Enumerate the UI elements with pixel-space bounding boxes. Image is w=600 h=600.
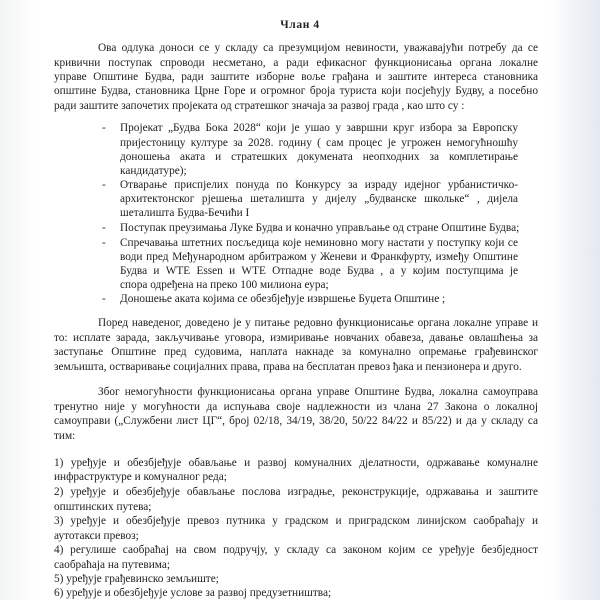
bullet-line: кандидатуре);	[120, 165, 187, 177]
numbered-line: 3) уређује и обезбјеђује превоз путника у градском и приградском линијском саобраћају и	[54, 515, 538, 527]
bullet-marker: -	[102, 293, 106, 305]
bullet-marker: -	[102, 222, 106, 234]
bullet-line: пријестоницу културе за 2028. годину ( сам процес је угрожен немогућношћу	[120, 137, 518, 149]
bullet-line: доношења аката и стратешких докумената неопходних за комплетирање	[120, 151, 518, 163]
numbered-line: 2) уређује и обезбјеђује обављање послова изградње, реконструкције, одржавања и заштите	[54, 486, 538, 498]
bullet-line: Поступак преузимања Луке Будва и коначно управљање од стране Општине Будва;	[120, 222, 520, 234]
numbered-line: 5) уређује грађевинско земљиште;	[54, 573, 219, 585]
paragraph-line: тренутно није у могућности да испуњава своје надлежности из члана 27 Закона о локалној	[54, 401, 538, 413]
bullet-marker: -	[102, 122, 106, 134]
bullet-line: Пројекат „Будва Бока 2028“ који је ушао у завршни круг избора за Европску	[120, 122, 518, 134]
numbered-line: аутотакси превоз;	[54, 530, 139, 542]
bullet-line: шеталишта Будва-Бечићи I	[120, 207, 250, 219]
bullet-line: Доношење аката којима се обезбјеђује извршење Буџета Општине ;	[120, 293, 446, 305]
paragraph-line: тим:	[54, 430, 76, 442]
paragraph-line: самоуправи („Службени лист ЦГ“, број 02/18, 34/19, 38/20, 50/22 84/22 и 85/22) и да у складу са	[54, 415, 538, 427]
paragraph-line: заступање Општине пред судовима, наплата накнаде за комунално опремање грађевинског	[54, 346, 538, 358]
paragraph-line: Поред наведеног, доведено је у питање редовно функционисање органа локалне управе и	[98, 317, 538, 329]
bullet-line: Спречавања штетних посљедица које неминовно могу настати у поступку који се	[120, 237, 518, 249]
paragraph-line: Ова одлука доноси се у складу са презумцијом невиности, уважавајући потребу да се	[98, 42, 538, 54]
article-title: Члан 4	[280, 19, 320, 31]
numbered-line: инфраструктуре и комуналног реда;	[54, 471, 227, 483]
bullet-line: Отварање приспјелих понуда по Конкурсу за израду идејног урбанистичко-	[120, 179, 518, 191]
paragraph-line: Због немогућности функционисања органа управе Општине Будва, локална самоуправа	[98, 386, 538, 398]
paragraph-line: општине Будва, становника Црне Горе и огромног броја туриста који посјећују Будву, а посебно	[54, 85, 538, 97]
paragraph-line: управе Општине Будва, ради заштите изборне воље грађана и заштите интереса становника	[54, 71, 538, 83]
numbered-line: 6) уређује и обезбјеђује услове за развој предузетништва;	[54, 587, 332, 599]
bullet-line: Будва и WTE Essen и WTE Отпадне воде Будва , а у којим поступцима је	[120, 265, 518, 277]
paragraph-line: кривични поступак спроводи несметано, а ради ефикасног функционисања органа локалне	[54, 57, 538, 69]
numbered-line: 1) уређује и обезбјеђује обављање и развој комуналних дјелатности, одржавање комуналне	[54, 457, 538, 469]
bullet-line: архитектонског рјешења шеталишта у дијелу „будванске школьке“ , дијела	[120, 193, 518, 205]
numbered-line: општинских путева;	[54, 501, 152, 513]
numbered-line: 4) регулише саобраћај на свом подручју, у складу са законом којим се уређује безбједност	[54, 544, 538, 556]
bullet-line: води пред Међународном арбитражом у Женеви и Франкфурту, између Општине	[120, 251, 518, 263]
paragraph-line: земљишта, остваривање социјалних права, права на бесплатан превоз ђака и пензионера и друго.	[54, 361, 522, 373]
paragraph-line: ради заштите започетих пројеката од стратешког значаја за развој града , као што су :	[54, 100, 465, 112]
numbered-line: саобраћаја на путевима;	[54, 559, 170, 571]
bullet-marker: -	[102, 179, 106, 191]
paragraph-line: то: исплате зарада, закључивање уговора, измиривање новчаних обавеза, давање овлашћења за	[54, 332, 538, 344]
bullet-marker: -	[102, 237, 106, 249]
bullet-line: спора одређена на преко 100 милиона еура;	[120, 279, 329, 291]
